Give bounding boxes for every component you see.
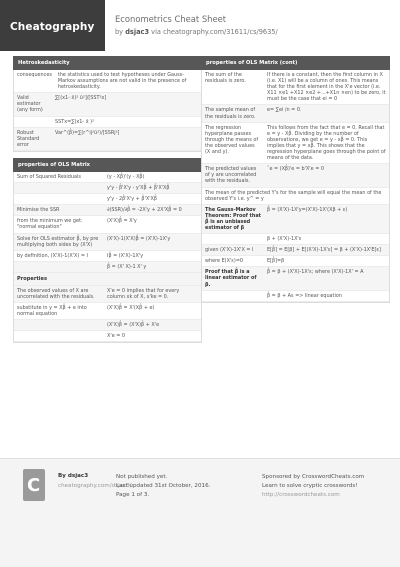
row-value: β̂ = β + (X'X)-1X'ε; where (X'X)-1X' = A [267, 269, 364, 276]
table-row [202, 105, 389, 122]
row-key: The sum of the residuals is zero. [205, 72, 246, 85]
ols-cont-section [201, 70, 390, 303]
footer [0, 458, 400, 567]
row-value: β̂ = β + Aε => linear equation [267, 292, 342, 299]
sheet-url[interactable]: cheatography.com/31611/cs/9635/ [163, 28, 278, 36]
header [0, 0, 400, 52]
row-value: β̂ = (X'X)-1X'y=(X'X)-1X'(Xβ + ε) [267, 206, 348, 213]
table-row [202, 234, 389, 245]
row-key [14, 331, 104, 341]
row-value: β + (X'X)-1X'ε [267, 236, 302, 243]
row-value: (X'X)β̂ = (X'X)β̂ + X'e [107, 322, 160, 329]
row-key: Proof that β̂ is a linear estimator of β. [205, 269, 257, 288]
byline-by: by [115, 28, 124, 36]
footer-sponsor [262, 473, 364, 500]
byline [115, 28, 278, 36]
sponsor-tagline: Learn to solve cryptic crosswords! [262, 483, 358, 489]
table-row [14, 205, 201, 216]
row-value: y'y - 2β̂'X'y + β̂'X'Xβ̂ [107, 196, 158, 203]
row-value: X'e = 0 [107, 333, 126, 340]
row-key: from the minimum we get: "normal equation" [17, 218, 83, 231]
table-row [14, 93, 201, 116]
last-updated: Last updated 31st October, 2016. [116, 483, 211, 489]
table-row [14, 172, 201, 183]
row-key: by definition, (X'X)-1(X'X) = I [17, 252, 88, 259]
table-row [202, 267, 389, 290]
publish-status: Not published yet. [116, 474, 168, 480]
sponsor-url[interactable]: http://crosswordcheats.com [262, 492, 340, 498]
row-key [202, 234, 264, 244]
row-key: substitute in y = Xβ̂ + e into normal equation [17, 305, 87, 318]
row-key: where E(X'ε)=0 [205, 258, 244, 265]
row-note: The mean of the predicted Y's for the sample will equal the mean of the observed Y's i.e. y^ = y [205, 189, 382, 202]
logo-text: Cheatography [10, 21, 95, 33]
row-value: Var^(β̂)=∑(r^ij²ū²)/[SSRj²] [55, 129, 120, 136]
table-row [202, 164, 389, 187]
table-row [202, 70, 389, 105]
byline-via: via [151, 28, 161, 36]
avatar-letter: C [27, 475, 41, 496]
table-row [14, 194, 201, 205]
row-value: E[β̂]=β [267, 258, 285, 265]
author-link[interactable]: dsjac3 [125, 28, 150, 36]
sponsor-text[interactable]: Sponsored by CrosswordCheats.com [262, 474, 365, 480]
table-row [14, 234, 201, 251]
table-row [202, 188, 389, 205]
section-heading: properties of OLS Matrix [13, 158, 202, 172]
row-key: The regression hyperplane passes through the means of the observed values (X and y). [205, 124, 259, 156]
row-key [14, 194, 104, 204]
table-row [14, 70, 201, 93]
row-key: Valid estimator (any form) [17, 95, 43, 114]
footer-by: By dsjac3 [58, 473, 89, 479]
table-row [14, 262, 201, 273]
row-value: ∂(SSR)/∂β̂ = -2X'y + 2X'Xβ̂ = 0 [107, 207, 182, 214]
row-value: the statistics used to test hypotheses under Gauss-Markov assumptions are not valid in the presence of hetroskedasticity. [57, 72, 187, 91]
table-row [202, 205, 389, 234]
table-row [202, 291, 389, 302]
row-value: y'y - β̂'X'y - y'Xβ̂ + β̂'X'Xβ̂ [107, 185, 170, 192]
hetero-section [13, 70, 202, 152]
row-key: Robust Standard error [17, 129, 40, 148]
row-value: X'e = 0 implies that for every column xk of X, x'ke = 0. [107, 287, 180, 300]
table-row [202, 256, 389, 267]
footer-author-url[interactable]: cheatography.com/dsjac3/ [58, 483, 132, 489]
table-row [14, 331, 201, 342]
row-key: The observed values of X are uncorrelated with the residuals. [17, 287, 95, 300]
row-key: The Gauss-Markov Theorem: Proof that β̂ is an unbiased estimator of β [205, 206, 261, 231]
right-column [201, 56, 390, 303]
row-value: (X'X)β̂ = X'y [107, 218, 137, 225]
ols-section [13, 172, 202, 344]
author-avatar[interactable] [23, 469, 45, 501]
row-key [202, 291, 264, 301]
row-key: given (X'X)-1X'X = I [205, 247, 254, 254]
row-value: E[β̂] = E[β] + E[(X'X)-1X'ε] = β + (X'X)-1X'E[ε] [267, 247, 381, 254]
row-key: consequences [17, 72, 52, 78]
row-key: Minimise the SSR [17, 207, 60, 214]
row-key [14, 183, 104, 193]
section-heading: Hetroskedasticity [13, 56, 202, 70]
table-row [202, 123, 389, 165]
table-row [14, 320, 201, 331]
page-title: Econometrics Cheat Sheet [115, 14, 227, 24]
row-value: SSTx=∑(x1- x̄ )² [55, 118, 95, 125]
footer-status [116, 473, 210, 500]
row-value: β̂ = (X' X)-1 X' y [107, 263, 147, 270]
subsection-heading: Properties [14, 273, 201, 286]
table-row [14, 303, 201, 320]
section-heading: properties of OLS Matrix (cont) [201, 56, 390, 70]
row-key: Sum of Squared Residuals [17, 173, 81, 180]
row-value: If there is a constant, then the first column in X (i.e. X1) will be a column of ones. This means that for the first element in the X'e vector (i.e. X11 ×e1 +X12 ×e2 +...+X1n ×en) to be zero, it must be the case that ei = 0 [267, 72, 386, 103]
table-row [14, 216, 201, 233]
table-row [14, 286, 201, 303]
table-row [202, 245, 389, 256]
table-row [14, 251, 201, 262]
row-key: The predicted values of y are uncorrelated with the residuals. [205, 166, 257, 185]
row-key [14, 320, 104, 330]
row-value: ∑[(x1- x̄)² ū²]/[SST²x] [55, 95, 107, 102]
row-value: (y - Xβ̂)'(y - Xβ̂) [107, 173, 145, 180]
table-row [14, 128, 201, 151]
cheatography-logo[interactable] [0, 0, 105, 51]
row-key: The sample mean of the residuals is zero. [205, 107, 256, 120]
row-key: Solve for OLS estimator β̂, by pre multiplying both sides by (X'X) [17, 235, 99, 248]
row-value: This follows from the fact that e = 0. Recall that e = y - Xβ̂. Dividing by the number of observations, we get e = y - xβ̂ = 0. This implies that y = xβ̂. This shows that the regression hyperplane goes through the point of means of the data. [267, 124, 386, 162]
row-value: (X'X)-1(X'X)β̂ = (X'X)-1X'y [107, 235, 171, 242]
row-value: e= ∑ei /n = 0. [267, 107, 302, 114]
page-count: Page 1 of 3. [116, 492, 150, 498]
row-key [14, 117, 52, 127]
row-value: ˆe = (Xβ̂)'e = b'X'e = 0 [267, 166, 324, 173]
row-value: (X'X)β̂ = X'(Xβ̂ + e) [107, 305, 155, 312]
table-row [14, 117, 201, 128]
row-key [14, 262, 104, 272]
left-column [13, 56, 202, 343]
row-value: Iβ̂ = (X'X)-1X'y [107, 252, 144, 259]
table-row [14, 183, 201, 194]
